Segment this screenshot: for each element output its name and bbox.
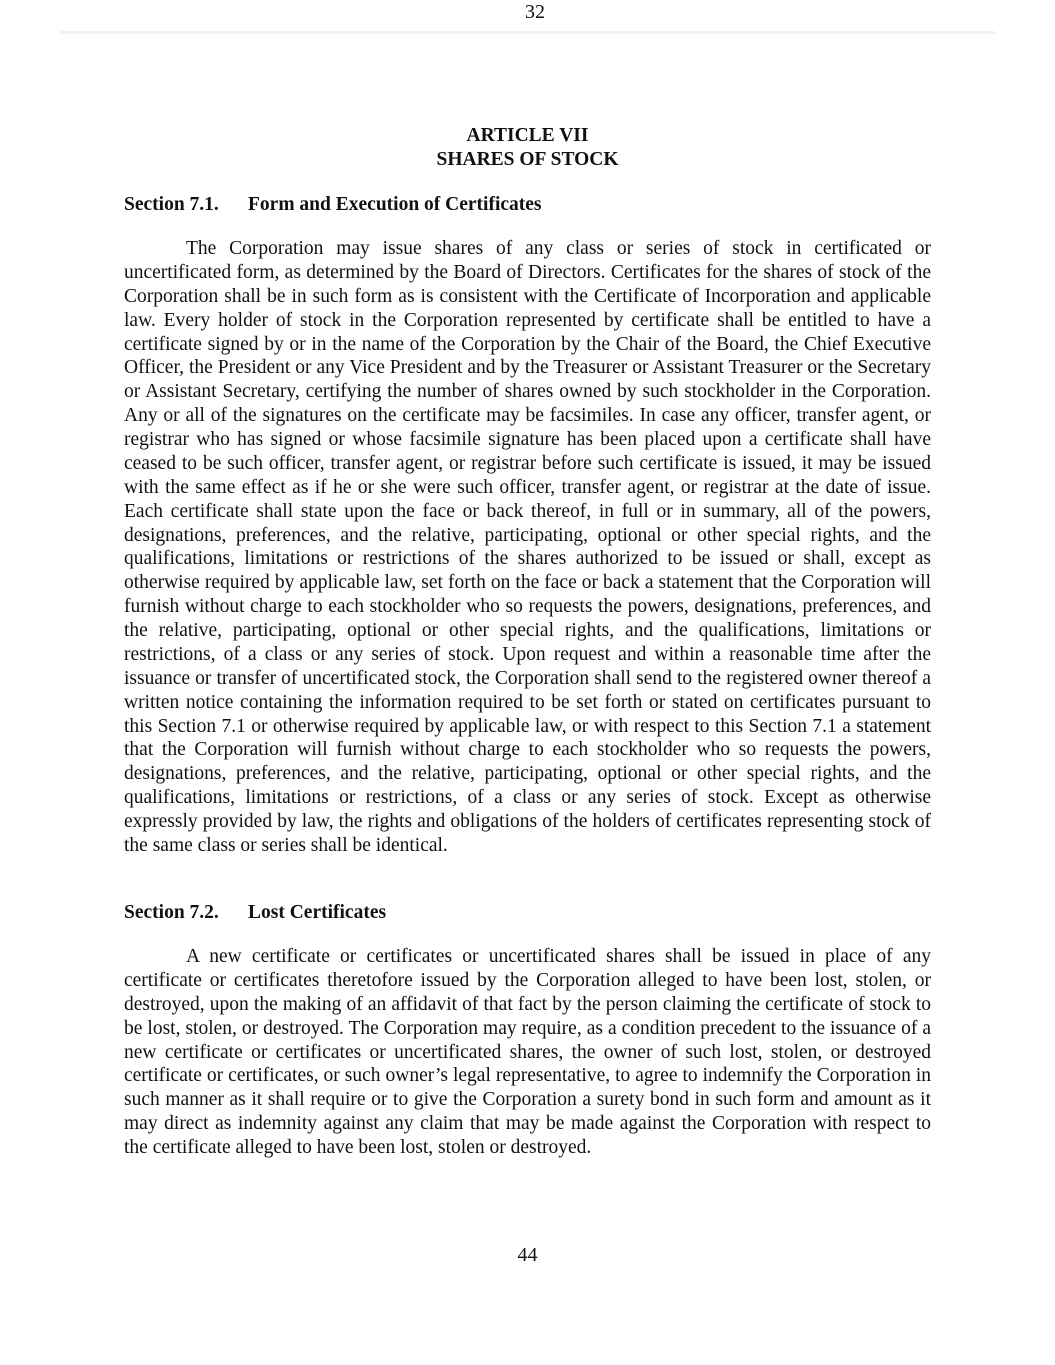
section-body-paragraph: The Corporation may issue shares of any class or series of stock in certificated or uncertificated form, as determined by the Board of Directors. Certificates for the shares of stock of the Corporation shall be in such form as is consistent with the Certificate of Incorporation and applicable law. Every holder of stock in the Corporation represented by certificate shall be entitled to have a certificate signed by or in the name of the Corporation by the Chair of the Board, the Chief Executive Officer, the President or any Vice President and by the Treasurer or Assistant Treasurer or the Secretary or Assistant Secretary, certifying the number of shares owned by such stockholder in the Corporation. Any or all of the signatures on the certificate may be facsimiles. In case any officer, transfer agent, or registrar who has signed or whose facsimile signature has been placed upon a certificate shall have ceased to be such officer, transfer agent, or registrar before such certificate is issued, it may be issued with the same effect as if he or she were such officer, transfer agent, or registrar at the date of issue. Each certificate shall state upon the face or back thereof, in full or in summary, all of the powers, designations, preferences, and the relative, participating, optional or other special rights, and the qualifications, limitations or restrictions of the shares authorized to be issued or shall, except as otherwise required by applicable law, set forth on the face or back a statement that the Corporation will furnish without charge to each stockholder who so requests the powers, designations, preferences, and the relative, participating, optional or other special rights, and the qualifications, limitations or restrictions, of a class or any series of stock. Upon request and within a reasonable time after the issuance or transfer of uncertificated stock, the Corporation shall send to the registered owner thereof a written notice containing the information required to be set forth or stated on certificates pursuant to this Section 7.1 or otherwise required by applicable law, or with respect to this Section 7.1 a statement that the Corporation will furnish without charge to each stockholder who so requests the powers, designations, preferences, and the relative, participating, optional or other special rights, and the qualifications, limitations or restrictions, of a class or any series of stock. Except as otherwise expressly provided by law, the rights and obligations of the holders of certificates representing stock of the same class or series shall be identical. [124, 238, 931, 856]
section-title: Lost Certificates [248, 902, 387, 923]
header-divider [60, 31, 995, 34]
section-heading [124, 901, 386, 925]
section-number: Section 7.2. [124, 902, 219, 923]
article-number: ARTICLE VII [466, 125, 589, 146]
footer-page-number: 44 [517, 1244, 538, 1266]
article-title: SHARES OF STOCK [436, 149, 619, 170]
section-number: Section 7.1. [124, 194, 219, 215]
section-body-paragraph: A new certificate or certificates or uncertificated shares shall be issued in place of any certificate or certificates theretofore issued by the Corporation alleged to have been lost, stolen, or destroyed, upon the making of an affidavit of that fact by the person claiming the certificate of stock to be lost, stolen, or destroyed. The Corporation may require, as a condition precedent to the issuance of a new certificate or certificates or uncertificated shares, the owner of such lost, stolen, or destroyed certificate or certificates, or such owner’s legal representative, to agree to indemnify the Corporation in such manner as it shall require or to give the Corporation a surety bond in such form and amount as it may direct as indemnity against any claim that may be made against the Corporation with respect to the certificate alleged to have been lost, stolen or destroyed. [124, 946, 931, 1158]
article-heading [0, 124, 1055, 172]
header-page-number: 32 [525, 1, 545, 23]
section-title: Form and Execution of Certificates [248, 194, 542, 215]
section-heading [124, 193, 542, 217]
